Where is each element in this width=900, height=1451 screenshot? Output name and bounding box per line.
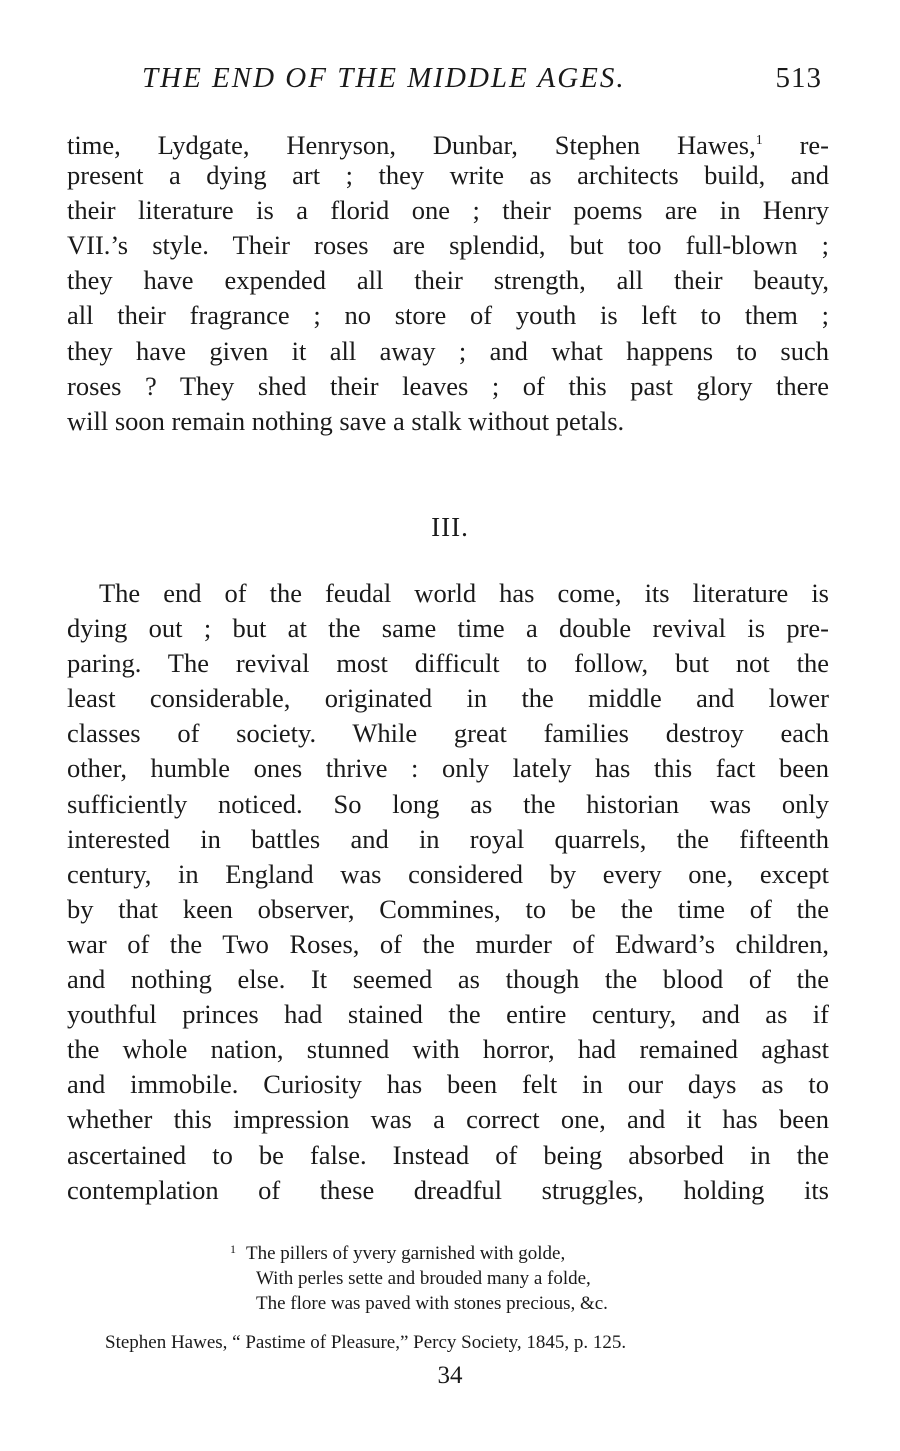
- paragraph-2-line-14: the whole nation, stunned with horror, had remained aghast: [67, 1034, 829, 1065]
- paragraph-2-line-2: dying out ; but at the same time a double revival is pre-: [67, 613, 829, 644]
- paragraph-2-line-13: youthful princes had stained the entire century, and as if: [67, 999, 829, 1030]
- paragraph-2-line-4: least considerable, originated in the middle and lower: [67, 683, 829, 714]
- running-head-title: THE END OF THE MIDDLE AGES.: [142, 62, 626, 94]
- paragraph-1-line-1: [67, 123, 829, 158]
- paragraph-1-line-5: they have expended all their strength, all their beauty,: [67, 265, 829, 296]
- paragraph-1-line-4: VII.’s style. Their roses are splendid, but too full-blown ;: [67, 230, 829, 261]
- footnote-line-2: With perles sette and brouded many a folde,: [256, 1268, 591, 1289]
- paragraph-1-line-9: will soon remain nothing save a stalk without petals.: [67, 405, 625, 436]
- running-head: [142, 62, 822, 102]
- paragraph-2: [67, 576, 829, 1208]
- signature-page-number: 34: [437, 1362, 463, 1389]
- footnote-reference: 1: [755, 133, 763, 148]
- paragraph-2-line-7: sufficiently noticed. So long as the historian was only: [67, 788, 829, 819]
- footnote-line-1-text: The pillers of yvery garnished with golde,: [246, 1243, 566, 1264]
- paragraph-1-line-6: all their fragrance ; no store of youth is left to them ;: [67, 300, 829, 331]
- footnote-marker: 1: [230, 1242, 236, 1256]
- folio-number: 513: [775, 62, 822, 94]
- paragraph-2-line-10: by that keen observer, Commines, to be the time of the: [67, 893, 829, 924]
- footnote: [230, 1237, 608, 1316]
- paragraph-2-line-6: other, humble ones thrive : only lately has this fact been: [67, 753, 829, 784]
- paragraph-2-line-9: century, in England was considered by every one, except: [67, 858, 829, 889]
- line-1-tail: re-: [762, 130, 829, 160]
- footnote-line-1: [230, 1237, 608, 1266]
- paragraph-2-line-12: and nothing else. It seemed as though the blood of the: [67, 964, 829, 995]
- paragraph-1-line-8: roses ? They shed their leaves ; of this past glory there: [67, 370, 829, 401]
- paragraph-1: [67, 123, 829, 439]
- paragraph-2-line-16: whether this impression was a correct one, and it has been: [67, 1104, 829, 1135]
- paragraph-2-line-18: contemplation of these dreadful struggles, holding its: [67, 1174, 829, 1205]
- paragraph-2-line-15: and immobile. Curiosity has been felt in our days as to: [67, 1069, 829, 1100]
- line-1-text: time, Lydgate, Henryson, Dunbar, Stephen Hawes,: [67, 130, 756, 160]
- paragraph-1-line-7: they have given it all away ; and what happens to such: [67, 335, 829, 366]
- paragraph-2-line-1: The end of the feudal world has come, its literature is: [99, 578, 829, 608]
- footnote-citation: Stephen Hawes, “ Pastime of Pleasure,” Percy Society, 1845, p. 125.: [105, 1332, 627, 1353]
- paragraph-2-line-8: interested in battles and in royal quarrels, the fifteenth: [67, 823, 829, 854]
- paragraph-1-line-2: present a dying art ; they write as architects build, and: [67, 160, 829, 191]
- paragraph-2-line-17: ascertained to be false. Instead of being absorbed in the: [67, 1139, 829, 1170]
- paragraph-2-line-5: classes of society. While great families destroy each: [67, 718, 829, 749]
- paragraph-2-line-11: war of the Two Roses, of the murder of Edward’s children,: [67, 928, 829, 959]
- footnote-line-3: The flore was paved with stones precious, &c.: [256, 1293, 608, 1314]
- paragraph-1-line-3: their literature is a florid one ; their poems are in Henry: [67, 195, 829, 226]
- section-heading: III.: [431, 512, 469, 542]
- paragraph-2-line-3: paring. The revival most difficult to follow, but not the: [67, 648, 829, 679]
